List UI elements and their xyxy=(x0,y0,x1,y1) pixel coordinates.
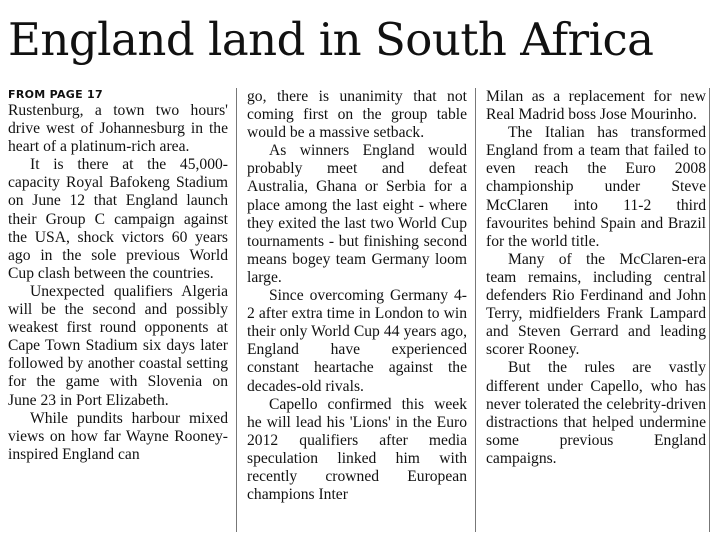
paragraph: Many of the McClaren-era team remains, including central defenders Rio Ferdinand and John Terry, midfielders Frank Lampard and Steven Gerrard and leading scorer Rooney. xyxy=(486,250,706,359)
paragraph: While pundits harbour mixed views on how far Wayne Rooney-inspired England can xyxy=(8,409,228,463)
right-border xyxy=(709,88,710,532)
article-column-3 xyxy=(486,88,706,468)
paragraph: go, there is unanimity that not coming first on the group table would be a massive setback. xyxy=(247,88,467,142)
paragraph: Capello confirmed this week he will lead his 'Lions' in the Euro 2012 qualifiers after media speculation linked him with recently crowned European champions Inter xyxy=(247,395,467,504)
column-divider xyxy=(236,88,237,532)
article-column-2 xyxy=(247,88,467,504)
paragraph: Rustenburg, a town two hours' drive west of Johannesburg in the heart of a platinum-rich area. xyxy=(8,102,228,156)
column-divider xyxy=(475,88,476,532)
article-column-1 xyxy=(8,88,228,464)
paragraph: Milan as a replacement for new Real Madrid boss Jose Mourinho. xyxy=(486,88,706,124)
paragraph: Unexpected qualifiers Algeria will be the second and possibly weakest first round opponents at Cape Town Stadium six days later followed by another coastal setting for the game with Slovenia on June 23 in Port Elizabeth. xyxy=(8,282,228,409)
paragraph: But the rules are vastly different under Capello, who has never tolerated the celebrity-driven distractions that helped undermine some previous England campaigns. xyxy=(486,359,706,467)
continuation-kicker: FROM PAGE 17 xyxy=(8,88,103,101)
paragraph: The Italian has transformed England from a team that failed to even reach the Euro 2008 championship under Steve McClaren into 11-2 third favourites behind Spain and Brazil for the world title. xyxy=(486,124,706,250)
paragraph: It is there at the 45,000-capacity Royal Bafokeng Stadium on June 12 that England launch their Group C campaign against the USA, shock victors 60 years ago in the sole previous World Cup clash between the countries. xyxy=(8,156,228,282)
headline: England land in South Africa xyxy=(8,13,654,66)
paragraph: As winners England would probably meet and defeat Australia, Ghana or Serbia for a place among the last eight - where they exited the last two World Cup tournaments - but finishing second means bogey team Germany loom large. xyxy=(247,142,467,286)
paragraph: Since overcoming Germany 4-2 after extra time in London to win their only World Cup 44 years ago, England have experienced constant heartache against the decades-old rivals. xyxy=(247,287,467,395)
